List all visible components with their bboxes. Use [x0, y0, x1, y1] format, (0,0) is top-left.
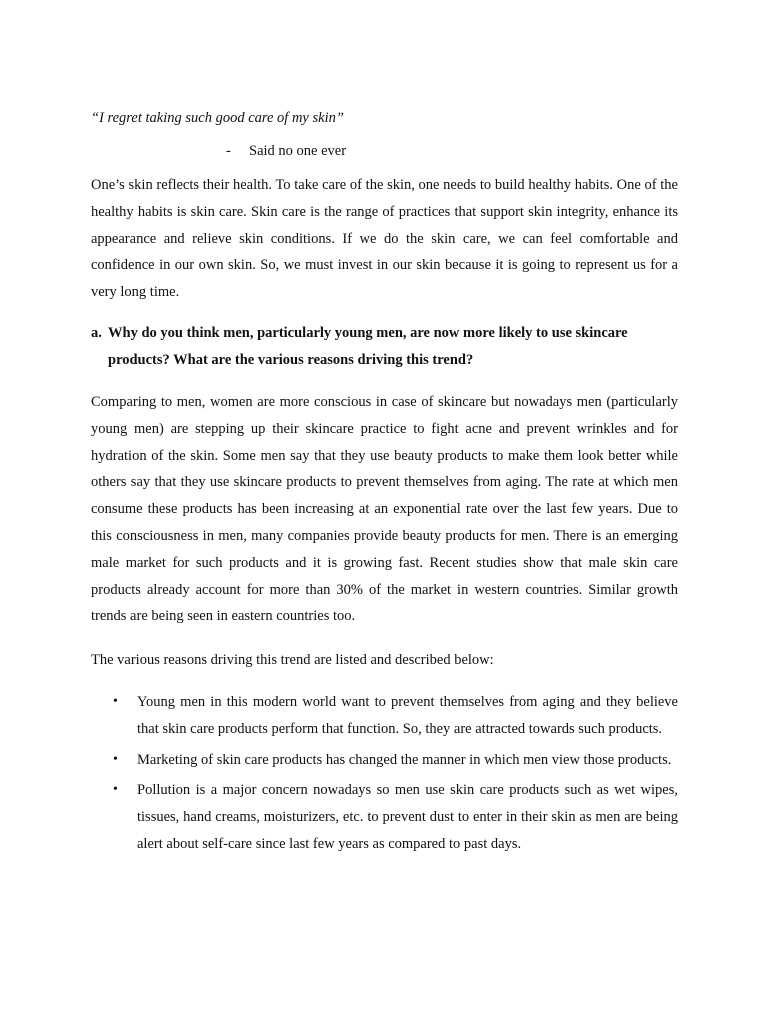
- answer-paragraph: Comparing to men, women are more conscious in case of skincare but nowadays men (particularly young men) are stepping up their skincare practice to fight acne and prevent wrinkles and for hydration of the skin. Some men say that they use beauty products to make them look better while others say that they use skincare products to prevent themselves from aging. The rate at which men consume these products has been increasing at an exponential rate over the last few years. Due to this consciousness in men, many companies provide beauty products for men. There is an emerging male market for such products and it is growing fast. Recent studies show that male skin care products already account for more than 30% of the market in western countries. Similar growth trends are being seen in eastern countries too.: [91, 394, 678, 625]
- reasons-intro: The various reasons driving this trend are listed and described below:: [91, 652, 494, 668]
- list-item-text: Young men in this modern world want to prevent themselves from aging and they believe that skin care products perform that function. So, they are attracted towards such products.: [137, 694, 678, 737]
- list-item: [91, 689, 678, 743]
- list-item: [91, 777, 678, 857]
- question-line-2: products? What are the various reasons driving this trend?: [108, 351, 474, 368]
- epigraph-quote: “I regret taking such good care of my skin”: [91, 110, 344, 126]
- list-item-text: Pollution is a major concern nowadays so men use skin care products such as wet wipes, tissues, hand creams, moisturizers, etc. to prevent dust to enter in their skin as men are being alert about self-care since last few years as compared to past days.: [137, 782, 678, 852]
- question-text-1: Why do you think men, particularly young men, are now more likely to use skincare: [108, 325, 628, 341]
- attribution-text: Said no one ever: [249, 143, 347, 159]
- list-item-text: Marketing of skin care products has changed the manner in which men view those products.: [137, 751, 672, 768]
- question-heading: [91, 320, 678, 374]
- bullet-icon: •: [113, 782, 118, 798]
- bullet-icon: •: [113, 694, 118, 709]
- question-line-1: [91, 320, 678, 347]
- epigraph-attribution: [226, 141, 346, 161]
- question-marker: a.: [91, 325, 102, 341]
- reasons-list: [91, 689, 678, 862]
- intro-paragraph: One’s skin reflects their health. To take care of the skin, one needs to build healthy habits. One of the healthy habits is skin care. Skin care is the range of practices that support skin integrity, enhance its appearance and relieve skin conditions. If we do the skin care, we can feel comfortable and confidence in our own skin. So, we must invest in our skin because it is going to represent us for a very long time.: [91, 177, 678, 301]
- attribution-dash: -: [226, 143, 231, 159]
- list-item: [91, 747, 678, 774]
- bullet-icon: •: [113, 751, 118, 767]
